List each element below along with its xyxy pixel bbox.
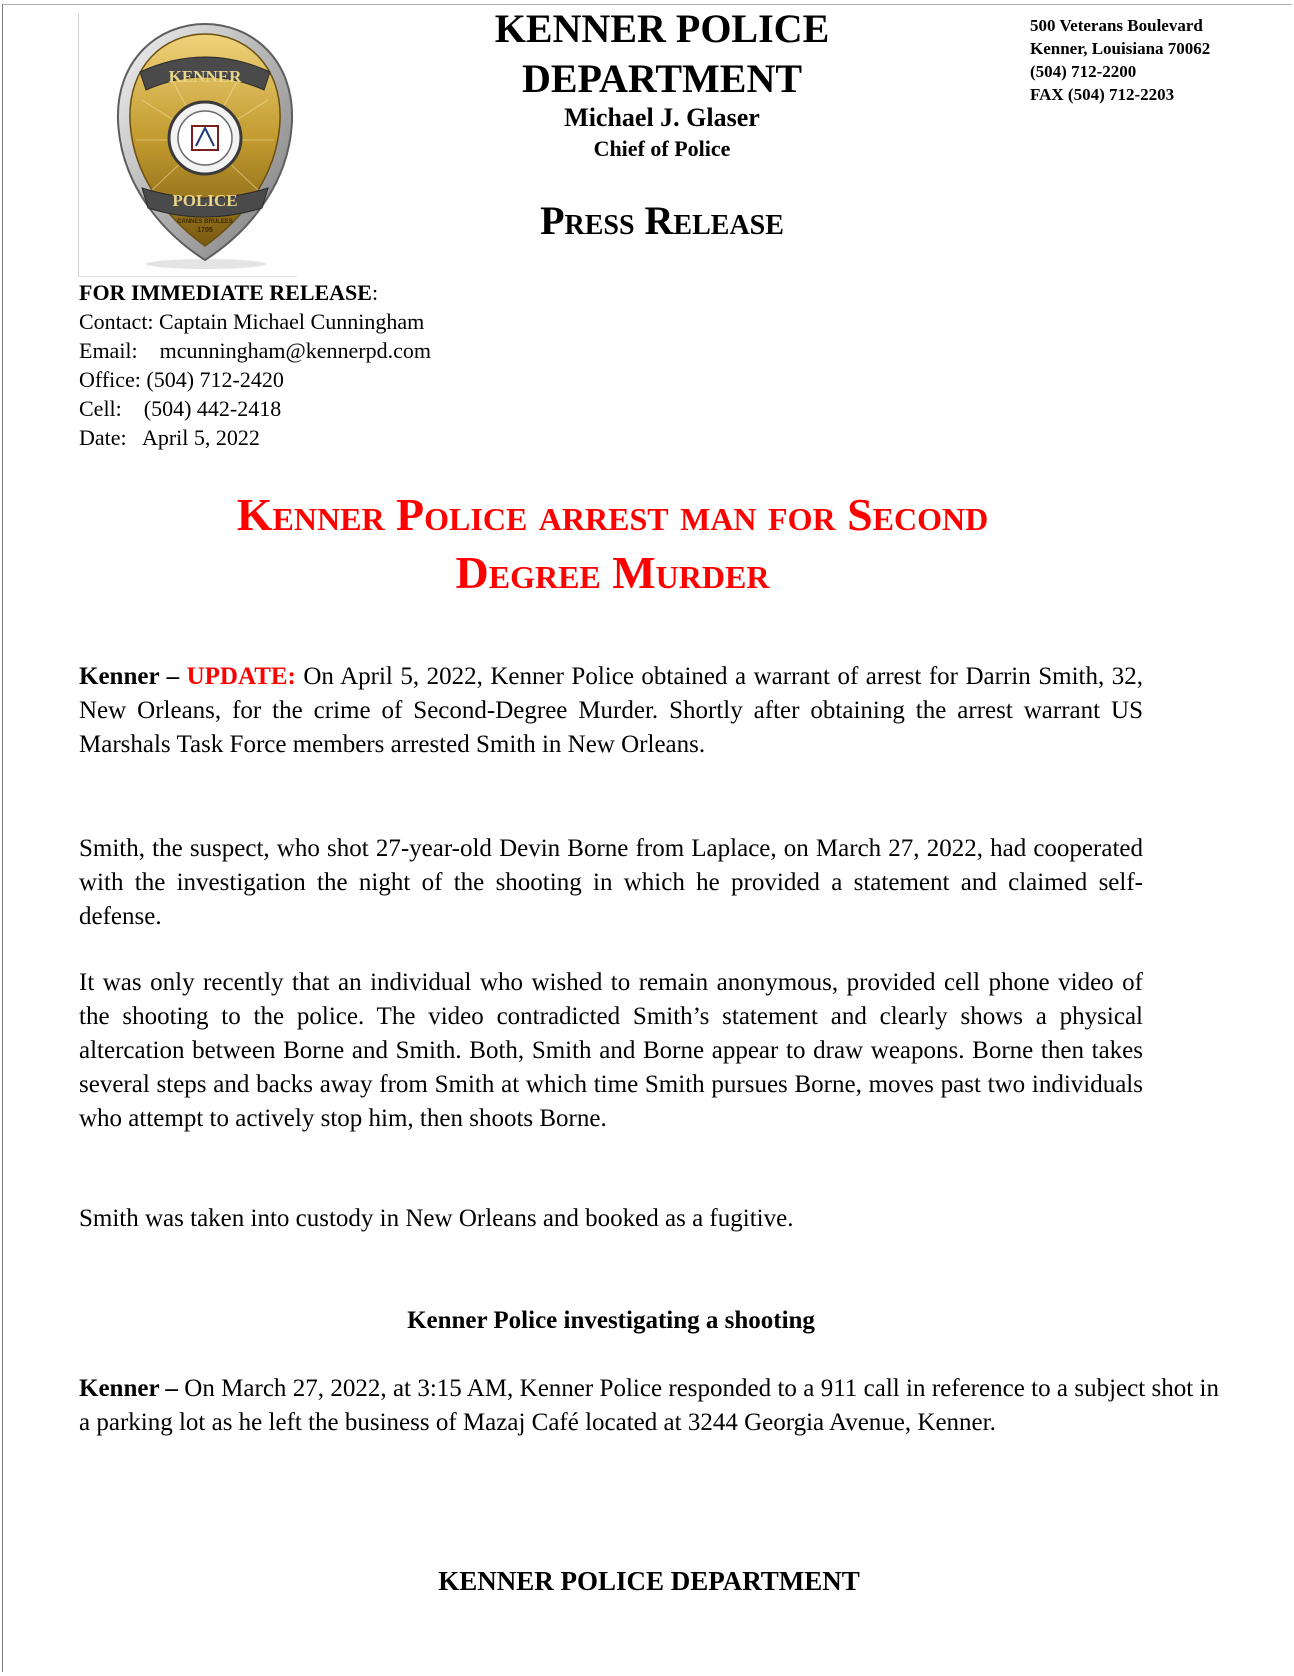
badge-year: 1705 <box>197 227 213 234</box>
immediate-release-row <box>79 278 679 307</box>
department-title-line2: DEPARTMENT <box>521 56 803 101</box>
address-fax: FAX (504) 712-2203 <box>1030 85 1175 104</box>
paragraph-text: On April 5, 2022, Kenner Police obtained a warrant of arrest for Darrin Smith, 32, New Orleans, for the crime of Second-Degree Murder. Shortly after obtaining the arrest warrant US Marshals Task Force members arrested Smith in New Orleans. <box>79 663 1143 758</box>
badge-seal-inner-ring <box>178 111 232 165</box>
article-paragraph-video: It was only recently that an individual who wished to remain anonymous, provided cell phone video of the shooting to the police. The video contradicted Smith’s statement and clearly shows a physical altercation between Borne and Smith. Both, Smith and Borne appear to draw weapons. Borne then takes several steps and backs away from Smith at which time Smith pursues Borne, moves past two individuals who attempt to actively stop him, then shoots Borne. <box>79 969 1143 1132</box>
date-row <box>79 423 679 452</box>
email-address[interactable]: mcunningham@kennerpd.com <box>159 338 432 363</box>
footer-department: KENNER POLICE DEPARTMENT <box>438 1566 860 1596</box>
email-label: Email: <box>79 338 138 363</box>
address-street: 500 Veterans Boulevard <box>1030 16 1203 35</box>
section-subheading: Kenner Police investigating a shooting <box>407 1307 815 1334</box>
kenner-police-badge-logo <box>112 20 298 270</box>
chief-title: Chief of Police <box>593 136 731 161</box>
immediate-release-label: FOR IMMEDIATE RELEASE <box>79 280 372 305</box>
chief-name: Michael J. Glaser <box>564 103 760 132</box>
department-title-line1: KENNER POLICE <box>494 6 830 51</box>
article-paragraph-shooting <box>79 1372 1219 1440</box>
article-paragraph-suspect: Smith, the suspect, who shot 27-year-old Devin Borne from Laplace, on March 27, 2022, had cooperated with the investigation the night of the shooting in which he provided a statement and claimed self-defense. <box>79 835 1143 930</box>
cell-row <box>79 394 679 423</box>
badge-motto: CANNES BRULEES <box>177 219 233 225</box>
department-address <box>1030 14 1280 106</box>
office-line: Office: (504) 712-2420 <box>79 367 284 392</box>
update-label: UPDATE: <box>186 663 296 690</box>
date-label: Date: <box>79 425 127 450</box>
headline-line2: Degree Murder <box>455 547 770 598</box>
cell-label: Cell: <box>79 396 122 421</box>
paragraph-lead: Kenner – <box>79 663 187 690</box>
contact-block <box>79 278 679 452</box>
badge-top-text: KENNER <box>168 67 242 86</box>
article-paragraph-custody: Smith was taken into custody in New Orleans and booked as a fugitive. <box>79 1205 794 1232</box>
paragraph-text: On March 27, 2022, at 3:15 AM, Kenner Police responded to a 911 call in reference to a subject shot in a parking lot as he left the business of Mazaj Café located at 3244 Georgia Avenue, Kenner. <box>79 1375 1219 1436</box>
email-row <box>79 336 679 365</box>
article-paragraph-update <box>79 660 1143 762</box>
page-left-border <box>2 4 3 1672</box>
cell-number: (504) 442-2418 <box>143 396 282 421</box>
paragraph-lead: Kenner – <box>79 1375 185 1402</box>
headline-line1: Kenner Police arrest man for Second <box>236 489 989 540</box>
department-title <box>420 4 904 104</box>
address-city: Kenner, Louisiana 70062 <box>1030 39 1211 58</box>
date-value: April 5, 2022 <box>141 425 260 450</box>
address-phone: (504) 712-2200 <box>1030 62 1137 81</box>
badge-bottom-text: POLICE <box>172 191 238 210</box>
contact-line: Contact: Captain Michael Cunningham <box>79 309 425 334</box>
headline <box>90 486 1135 602</box>
press-release-heading: Press Release <box>540 198 784 243</box>
immediate-release-colon: : <box>371 280 379 305</box>
